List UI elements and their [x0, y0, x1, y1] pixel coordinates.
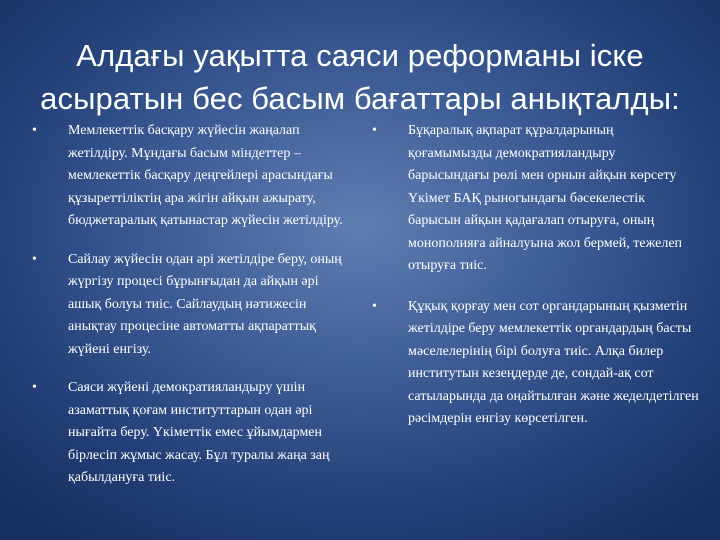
bullet-dot-icon: • — [372, 123, 377, 138]
slide-title — [40, 34, 680, 120]
bullet-dot-icon: • — [32, 380, 37, 395]
bullet-text: Құқық қорғау мен сот органдарының қызметін жетілдіре беру мемлекеттік органдардың басты мәселелерінің бірі болуға тиіс. Алқа билер институтын кезеңдерде де, сондай-ақ сот сатыларында да оңайтылған және жеделдетілген рәсімдерін енгізу көрсетілген. — [408, 298, 699, 426]
bullet-text: Бұқаралық ақпарат құралдарының қоғамымызды демократияландыру барысындағы рөлі мен орнын айқын көрсету Үкімет БАҚ рыногындағы бәсекелестік барысын айқын қадағалап отыруға, оның монополияға айналуына жол бермей, тежелеп отыруға тиіс. — [408, 123, 683, 273]
title-line-1: Алдағы уақытта саяси реформаны іске — [76, 38, 644, 73]
left-column — [30, 120, 355, 490]
bullet-text: Сайлау жүйесін одан әрі жетілдіре беру, оның жүргізу процесі бұрынғыдан да айқын әрі ашық болуы тиіс. Сайлаудың нәтижесін анықтау процесіне автоматты ақпараттық жүйені енгізу. — [68, 251, 342, 357]
title-line-2: асыратын бес басым бағаттары анықталды: — [40, 81, 680, 116]
bullet-dot-icon: • — [32, 251, 37, 267]
bullet-text: Саяси жүйені демократияландыру үшін азаматтық қоғам институттарын одан әрі нығайта беру. Үкіметтік емес ұйымдармен бірлесіп жұмыс жасау. Бұл туралы жаңа заң қабылдануға тиіс. — [68, 380, 330, 485]
bullet-item — [30, 249, 355, 362]
bullet-item — [30, 120, 355, 233]
bullet-dot-icon: • — [372, 298, 377, 314]
right-column — [370, 120, 700, 431]
bullet-item — [370, 120, 700, 278]
bullet-text: Мемлекеттік басқару жүйесін жаңалап жетілдіру. Мұндағы басым міндеттер – мемлекеттік басқару деңгейлері арасындағы құзыреттіліктің ара жігін айқын ажырату, бюджетаралық қатынастар жүйесін жетілдіру. — [68, 123, 343, 228]
bullet-dot-icon: • — [32, 123, 37, 138]
bullet-item — [370, 296, 700, 431]
bullet-item — [30, 377, 355, 490]
